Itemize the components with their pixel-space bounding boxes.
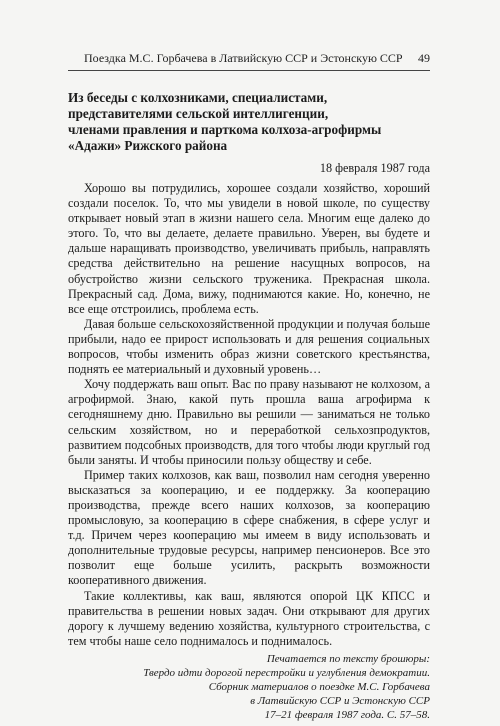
paragraph: Хорошо вы потрудились, хорошее создали хозяйство, хороший создали поселок. То, что мы увидели в новой школе, по существу открывает новый этап в жизни нашего села. Многим еще далеко до этого. То, что вы делаете, делаете правильно. Уверен, вы будете и дальше наращивать производство, увеличивать прибыль, направлять средства действительно на решение насущных вопросов, на обустройство жизни сельского труженика. Прекрасная школа. Прекрасный сад. Дома, вижу, поднимаются какие. Но, конечно, не все еще отстроились, проблема есть. xyxy=(68,181,430,316)
source-line: Сборник материалов о поездке М.С. Горбачева xyxy=(208,680,430,693)
source-line: в Латвийскую ССР и Эстонскую ССР xyxy=(250,694,430,707)
source-line: Твердо идти дорогой перестройки и углубления демократии. xyxy=(143,666,430,679)
paragraph: Хочу поддержать ваш опыт. Вас по праву называют не колхозом, а агрофирмой. Знаю, какой путь прошла ваша агрофирма к сегодняшнему дню. Правильно вы решили — заниматься не только сельским хозяйством, но и переработкой сельхозпродуктов, развитием подсобных производств, для того чтобы люди круглый год были заняты. И чтобы приносили пользу обществу и себе. xyxy=(68,377,430,467)
running-title: Поездка М.С. Горбачева в Латвийскую ССР и Эстонскую ССР xyxy=(84,51,403,65)
paragraph: Пример таких колхозов, как ваш, позволил нам сегодня уверенно высказаться за кооперацию, и ее поддержку. За кооперацию производства, прежде всего наших колхозов, за кооперацию промысловую, за кооперацию в сфере снабжения, в сфере услуг и т.д. Причем через кооперацию мы имеем в виду использовать и дополнительные трудовые ресурсы, например пенсионеров. Все это позволит еще больше усилить, раскрыть возможности кооперативного движения. xyxy=(68,467,430,588)
heading-line: «Адажи» Рижского района xyxy=(68,138,228,153)
heading-line: членами правления и парткома колхоза-агрофирмы xyxy=(68,122,382,137)
header-rule xyxy=(68,70,430,71)
heading-line: Из беседы с колхозниками, специалистами, xyxy=(68,90,328,105)
article xyxy=(68,90,430,722)
article-heading xyxy=(68,90,430,154)
paragraph: Такие коллективы, как ваш, являются опорой ЦК КПСС и правительства в решении новых задач. Они открывают для других дорогу к лучшему ведению хозяйства, культурного строительства, с тем чтобы наше село поднималось и поднималось. xyxy=(68,588,430,648)
paragraph: Давая больше сельскохозяйственной продукции и получая больше прибыли, надо ее прирост использовать и для решения социальных вопросов, чтобы изменить образ жизни советского крестьянства, поднять ее материальный и духовный уровень… xyxy=(68,316,430,377)
source-line: Печатается по тексту брошюры: xyxy=(266,652,430,665)
page-header xyxy=(68,50,430,68)
article-date: 18 февраля 1987 года xyxy=(319,161,430,175)
source-line: 17–21 февраля 1987 года. С. 57–58. xyxy=(264,708,430,721)
page-number: 49 xyxy=(418,51,430,65)
heading-line: представителями сельской интеллигенции, xyxy=(68,106,329,121)
source-citation xyxy=(68,652,430,722)
